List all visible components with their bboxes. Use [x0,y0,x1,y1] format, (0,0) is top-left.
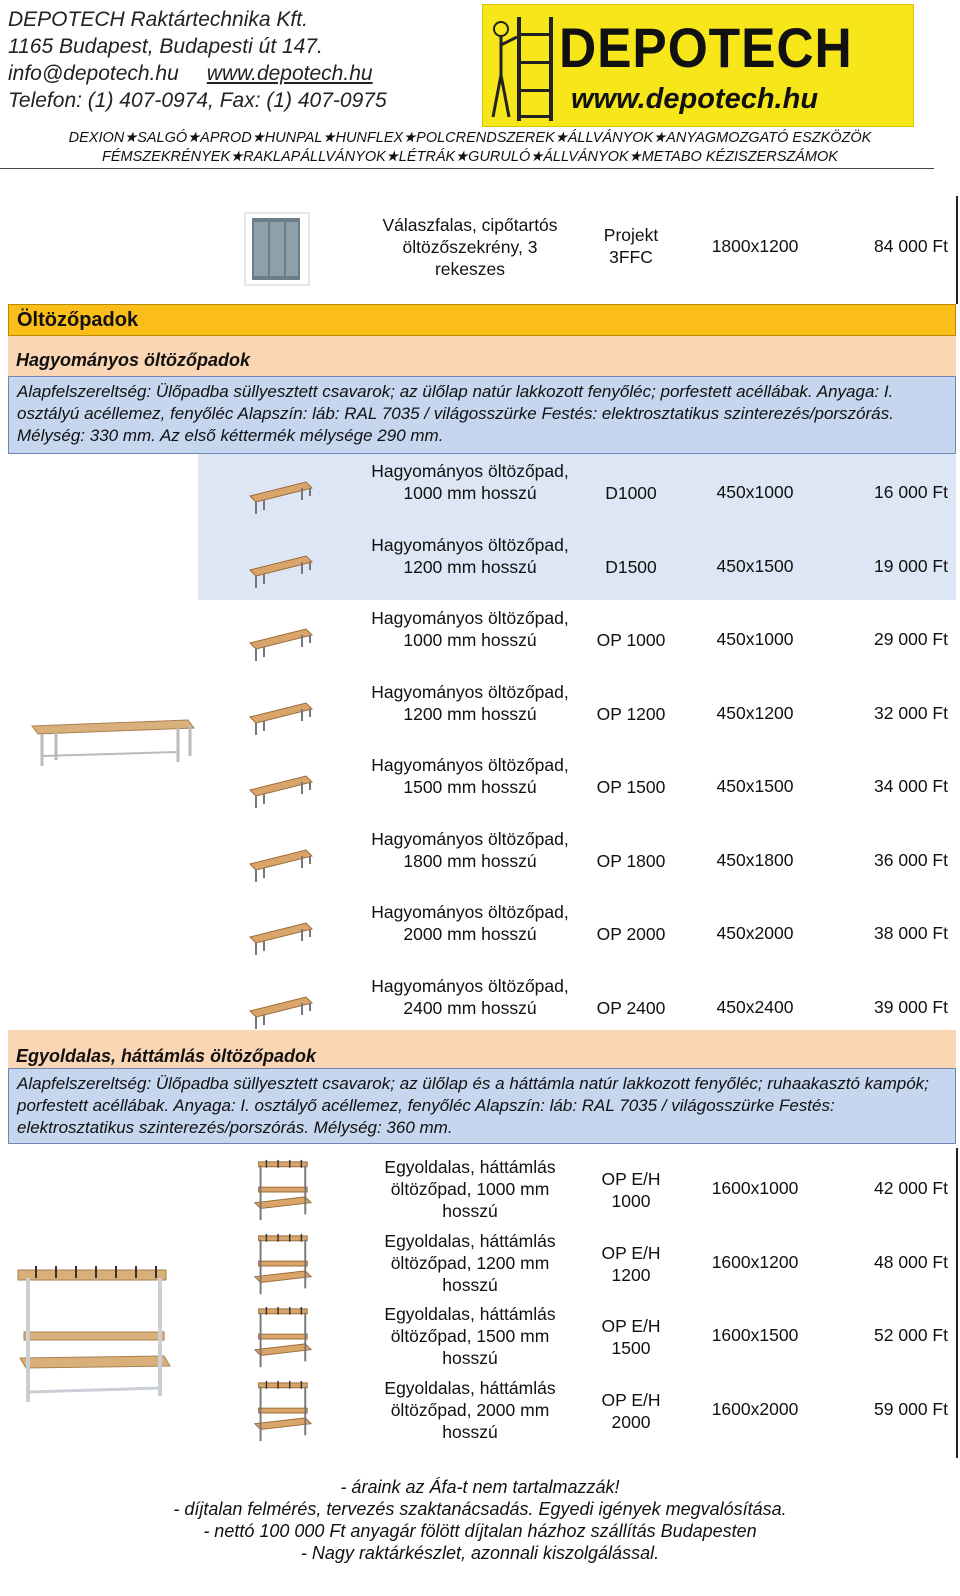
product-name: Hagyományos öltözőpad, 1500 mm hosszú [371,755,569,797]
product-code: OP E/H 1500 [601,1316,661,1358]
bench-backrest-image [244,1379,316,1447]
product-price: 34 000 Ft [874,776,948,796]
product-row [198,754,956,828]
product-code: OP E/H 2000 [601,1389,661,1432]
product-name: Egyoldalas, háttámlás öltözőpad, 1500 mm hosszú [384,1304,556,1368]
product-code: OP E/H 1000 [601,1169,661,1211]
product-name: Hagyományos öltözőpad, 1000 mm hosszú [371,608,569,650]
product-name: Hagyományos öltözőpad, 1800 mm hosszú [371,828,569,871]
product-row [198,460,956,534]
product-price: 59 000 Ft [874,1398,948,1419]
category-list [6,129,934,167]
table-border [956,196,958,304]
product-size: 450x1800 [716,849,794,870]
product-price: 52 000 Ft [874,1325,948,1345]
section-title: Öltözőpadok [17,309,139,331]
product-code: OP 2400 [596,997,666,1018]
product-size: 450x1500 [716,555,794,576]
product-code: OP 1000 [596,630,666,650]
group-description: Alapfelszereltség: Ülőpadba süllyesztett csavarok; az ülőlap natúr lakkozott fenyőléc; porfestett acéllábak. Anyaga: I. osztályú acéllemez, fenyőléc Alapszín: láb: RAL 7035 / világosszürke Festés: elektrosztatikus szinterezés/porszórás. Mélység: 330 mm. Az első kéttermék mélysége 290 mm. [8,376,956,454]
product-code: OP 1500 [596,777,666,797]
footer-note: - áraink az Áfa-t nem tartalmazzák! [340,1477,620,1497]
phone-fax: Telefon: (1) 407-0974, Fax: (1) 407-0975 [8,89,387,112]
group-title: Egyoldalas, háttámlás öltözőpadok [16,1046,317,1066]
product-price: 42 000 Ft [874,1178,948,1198]
product-name: Hagyományos öltözőpad, 2400 mm hosszú [371,975,569,1018]
product-row [198,1377,956,1451]
product-price: 32 000 Ft [874,702,948,723]
footer-note: - díjtalan felmérés, tervezés szaktanácsadás. Egyedi igények megvalósítása. [173,1499,787,1519]
bench-backrest-image [244,1305,316,1373]
bench-image [244,689,316,739]
product-size: 450x2400 [716,996,794,1017]
product-price: 38 000 Ft [874,923,948,943]
product-name: Hagyományos öltözőpad, 2000 mm hosszú [371,902,569,944]
footer-notes [0,1476,960,1564]
product-price: 29 000 Ft [874,629,948,649]
category-line-1: DEXION★SALGÓ★APROD★HUNPAL★HUNFLEX★POLCRENDSZEREK★ÁLLVÁNYOK★ANYAGMOZGATÓ ESZKÖZÖK [68,130,872,146]
product-size: 450x2000 [716,923,794,943]
product-name: Hagyományos öltözőpad, 1200 mm hosszú [371,534,569,577]
product-price: 48 000 Ft [874,1251,948,1272]
product-row [198,1230,956,1304]
bench-large-image [28,712,198,770]
product-code: OP 1800 [596,850,666,871]
product-size: 1600x1500 [711,1325,799,1345]
depotech-logo [482,4,914,127]
product-price: 16 000 Ft [874,482,948,502]
product-code: OP E/H 1200 [601,1242,661,1285]
product-code: D1500 [605,556,657,577]
product-size: 450x1000 [716,629,794,649]
group-title: Hagyományos öltözőpadok [16,350,251,370]
bench-image [244,615,316,665]
bench-backrest-large-image [14,1262,174,1412]
company-name: DEPOTECH Raktártechnika Kft. [8,8,308,31]
footer-note: - Nagy raktárkészlet, azonnali kiszolgálással. [300,1543,660,1563]
group-header [8,1030,956,1068]
product-row [198,901,956,975]
product-size: 450x1500 [716,776,794,796]
website-link[interactable]: www.depotech.hu [206,62,373,85]
product-row [198,1156,956,1230]
product-name: Egyoldalas, háttámlás öltözőpad, 1000 mm hosszú [384,1157,556,1221]
bench-backrest-image [244,1232,316,1300]
logo-url: www.depotech.hu [571,83,819,115]
product-size: 1600x2000 [711,1398,799,1419]
bench-image [244,836,316,886]
product-row [198,828,956,902]
product-code: OP 1200 [596,703,666,724]
logo-brand: DEPOTECH [559,16,853,79]
table-border [956,1148,958,1458]
product-row [198,208,956,282]
product-size: 1800x1200 [711,236,799,256]
product-row [198,1303,956,1377]
product-name: Egyoldalas, háttámlás öltözőpad, 1200 mm hosszú [384,1230,556,1295]
shelf-worker-icon [487,13,559,125]
product-name: Hagyományos öltözőpad, 1000 mm hosszú [371,461,569,503]
company-contact [8,6,387,114]
header-divider [0,168,934,169]
locker-image [244,212,310,286]
product-size: 450x1200 [716,702,794,723]
email-link[interactable]: info@depotech.hu [8,62,179,85]
product-name: Egyoldalas, háttámlás öltözőpad, 2000 mm hosszú [384,1377,556,1442]
product-row [198,534,956,608]
product-code: D1000 [605,483,657,503]
bench-image [244,762,316,812]
section-header [8,304,956,336]
product-price: 39 000 Ft [874,996,948,1017]
product-code: OP 2000 [596,924,666,944]
product-row [198,607,956,681]
product-price: 19 000 Ft [874,555,948,576]
product-size: 450x1000 [716,482,794,502]
group-description: Alapfelszereltség: Ülőpadba süllyesztett csavarok; az ülőlap és a háttámla natúr lakkozott fenyőléc; ruhaakasztó kampók; porfestett acéllábak. Anyaga: I. osztályő acéllemez, fenyőléc Alapszín: láb: RAL 7035 / világosszürke Festés: elektrosztatikus szinterezés/porszórás. Mélység: 360 mm. [8,1068,956,1144]
company-address: 1165 Budapest, Budapesti út 147. [8,35,323,58]
bench-image [244,909,316,959]
product-name: Hagyományos öltözőpad, 1200 mm hosszú [371,681,569,724]
category-line-2: FÉMSZEKRÉNYEK★RAKLAPÁLLVÁNYOK★LÉTRÁK★GURULÓ★ÁLLVÁNYOK★METABO KÉZISZERSZÁMOK [102,149,838,165]
bench-image [244,542,316,592]
product-size: 1600x1200 [711,1251,799,1272]
product-code: Projekt 3FFC [603,225,659,267]
bench-backrest-image [244,1158,316,1226]
product-price: 84 000 Ft [874,236,948,256]
product-row [198,681,956,755]
product-size: 1600x1000 [711,1178,799,1198]
footer-note: - nettó 100 000 Ft anyagár fölött díjtalan házhoz szállítás Budapesten [203,1521,757,1541]
bench-image [244,983,316,1033]
group-header [8,336,956,376]
product-price: 36 000 Ft [874,849,948,870]
bench-image [244,468,316,518]
product-name: Válaszfalas, cipőtartós öltözőszekrény, 3 rekeszes [382,215,558,279]
